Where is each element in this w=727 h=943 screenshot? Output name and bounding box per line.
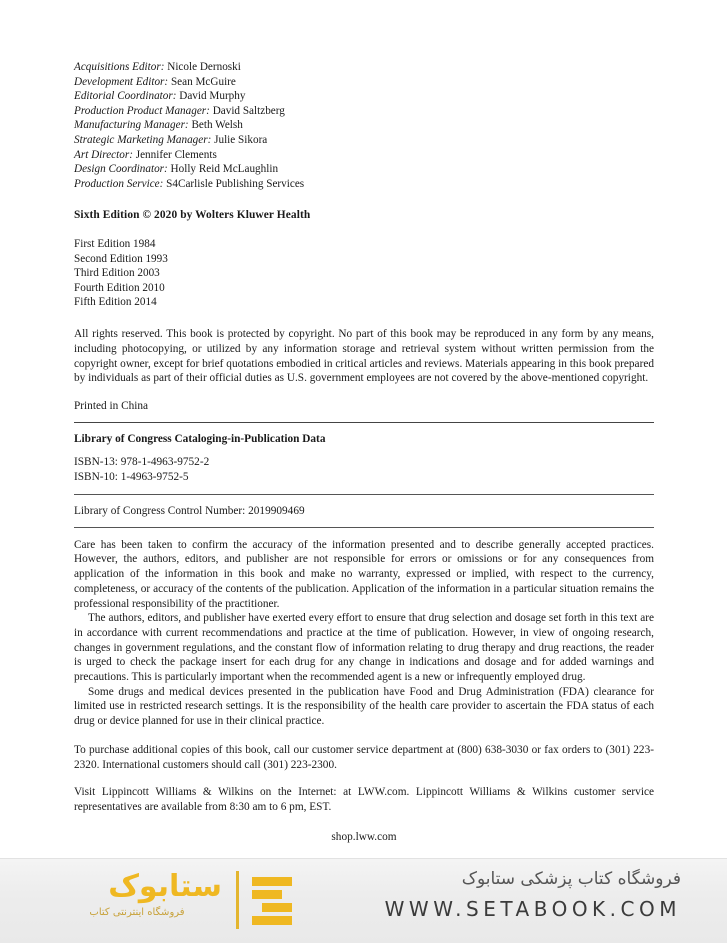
disclaimer-paragraph: Care has been taken to confirm the accuracy of the information presented and to describe generally accepted practices. However, the authors, editors, and publisher are not responsible for errors or omissions or for any consequences from application of the information in this book and make no warranty, expressed or implied, with respect to the currency, completeness, or accuracy of the contents of the publication. Application of the information in a particular situation remains the professional responsibility of the practitioner. [74, 538, 654, 610]
edition-item: First Edition 1984 [74, 238, 156, 251]
edition-item: Fifth Edition 2014 [74, 295, 157, 308]
isbn-10: ISBN-10: 1-4963-9752-5 [74, 471, 189, 484]
credit-name: S4Carlisle Publishing Services [166, 177, 305, 190]
edition-history [74, 237, 654, 309]
credit-role: Editorial Coordinator: [74, 90, 177, 103]
credit-name: Julie Sikora [214, 133, 268, 146]
site-footer-banner [0, 858, 727, 943]
shop-url[interactable]: shop.lww.com [331, 830, 397, 843]
footer-website-url[interactable]: WWW.SETABOOK.COM [384, 897, 681, 921]
all-rights-reserved-paragraph: All rights reserved. This book is protected by copyright. No part of this book may be reproduced in any form by any means, including photocopying, or utilized by any information storage and retrieval system without written permission from the copyright owner, except for brief quotations embodied in critical articles and reviews. Materials appearing in this book prepared by individuals as part of their official duties as U.S. government employees are not covered by the above-mentioned copyright. [74, 328, 654, 385]
credit-role: Manufacturing Manager: [74, 119, 189, 132]
credit-line [74, 118, 654, 133]
credit-name: Sean McGuire [170, 75, 236, 88]
divider-below-control-number [74, 527, 654, 528]
credit-line [74, 104, 654, 119]
contact-block [74, 743, 654, 815]
credit-name: Holly Reid McLaughlin [170, 163, 279, 176]
footer-tagline: فروشگاه کتاب پزشکی ستابوک [461, 869, 681, 889]
credit-line [74, 177, 654, 192]
credits-block [74, 60, 654, 191]
disclaimer-block [74, 538, 654, 729]
copyright-line: Sixth Edition © 2020 by Wolters Kluwer Health [74, 209, 311, 222]
credit-line [74, 60, 654, 75]
loc-control-number: Library of Congress Control Number: 2019909469 [74, 504, 305, 517]
footer-text-block [281, 869, 681, 921]
credit-line [74, 75, 654, 90]
page-content [74, 60, 654, 871]
divider-above-control-number [74, 494, 654, 495]
credit-line [74, 162, 654, 177]
isbn-13: ISBN-13: 978-1-4963-9752-2 [74, 455, 210, 468]
disclaimer-paragraph: The authors, editors, and publisher have exerted every effort to ensure that drug selection and dosage set forth in this text are in accordance with current recommendations and practice at the time of publication. However, in view of ongoing research, changes in government regulations, and the constant flow of information relating to drug therapy and drug reactions, the reader is urged to check the package insert for each drug for any change in indications and dosage and for added warnings and precautions. This is particularly important when the recommended agent is a new or infrequently employed drug. [74, 612, 654, 684]
internet-info: Visit Lippincott Williams & Wilkins on the Internet: at LWW.com. Lippincott Williams & Wilkins customer service representatives are available from 8:30 am to 6 pm, EST. [74, 786, 654, 813]
setabook-logo [52, 869, 222, 933]
divider-above-loc [74, 422, 654, 423]
printed-in-line: Printed in China [74, 399, 149, 412]
credit-role: Production Service: [74, 177, 164, 190]
disclaimer-paragraph: Some drugs and medical devices presented in the publication have Food and Drug Administration (FDA) clearance for limited use in restricted research settings. It is the responsibility of the health care provider to ascertain the FDA status of each drug or device planned for use in their clinical practice. [74, 685, 654, 728]
logo-subtitle: فروشگاه اینترنتی کتاب [89, 907, 185, 918]
credit-name: David Saltzberg [212, 104, 285, 117]
credit-name: Beth Welsh [191, 119, 243, 132]
credit-role: Development Editor: [74, 75, 169, 88]
credit-name: Jennifer Clements [135, 148, 217, 161]
footer-divider [236, 871, 239, 929]
credit-role: Acquisitions Editor: [74, 61, 165, 73]
purchase-info: To purchase additional copies of this book, call our customer service department at (800) 638-3030 or fax orders to (301) 223-2320. International customers should call (301) 223-2300. [74, 743, 654, 771]
loc-heading: Library of Congress Cataloging-in-Publication Data [74, 432, 326, 445]
credit-role: Art Director: [74, 148, 133, 161]
edition-item: Fourth Edition 2010 [74, 281, 165, 294]
credit-name: Nicole Dernoski [167, 61, 241, 73]
logo-text: ستابوک [108, 869, 222, 904]
edition-item: Third Edition 2003 [74, 267, 160, 280]
edition-item: Second Edition 1993 [74, 252, 168, 265]
credit-line [74, 89, 654, 104]
isbn-block [74, 455, 654, 486]
credit-role: Design Coordinator: [74, 163, 168, 176]
credit-role: Production Product Manager: [74, 104, 210, 117]
credit-line [74, 148, 654, 163]
credit-role: Strategic Marketing Manager: [74, 133, 212, 146]
credit-name: David Murphy [179, 90, 246, 103]
credit-line [74, 133, 654, 148]
